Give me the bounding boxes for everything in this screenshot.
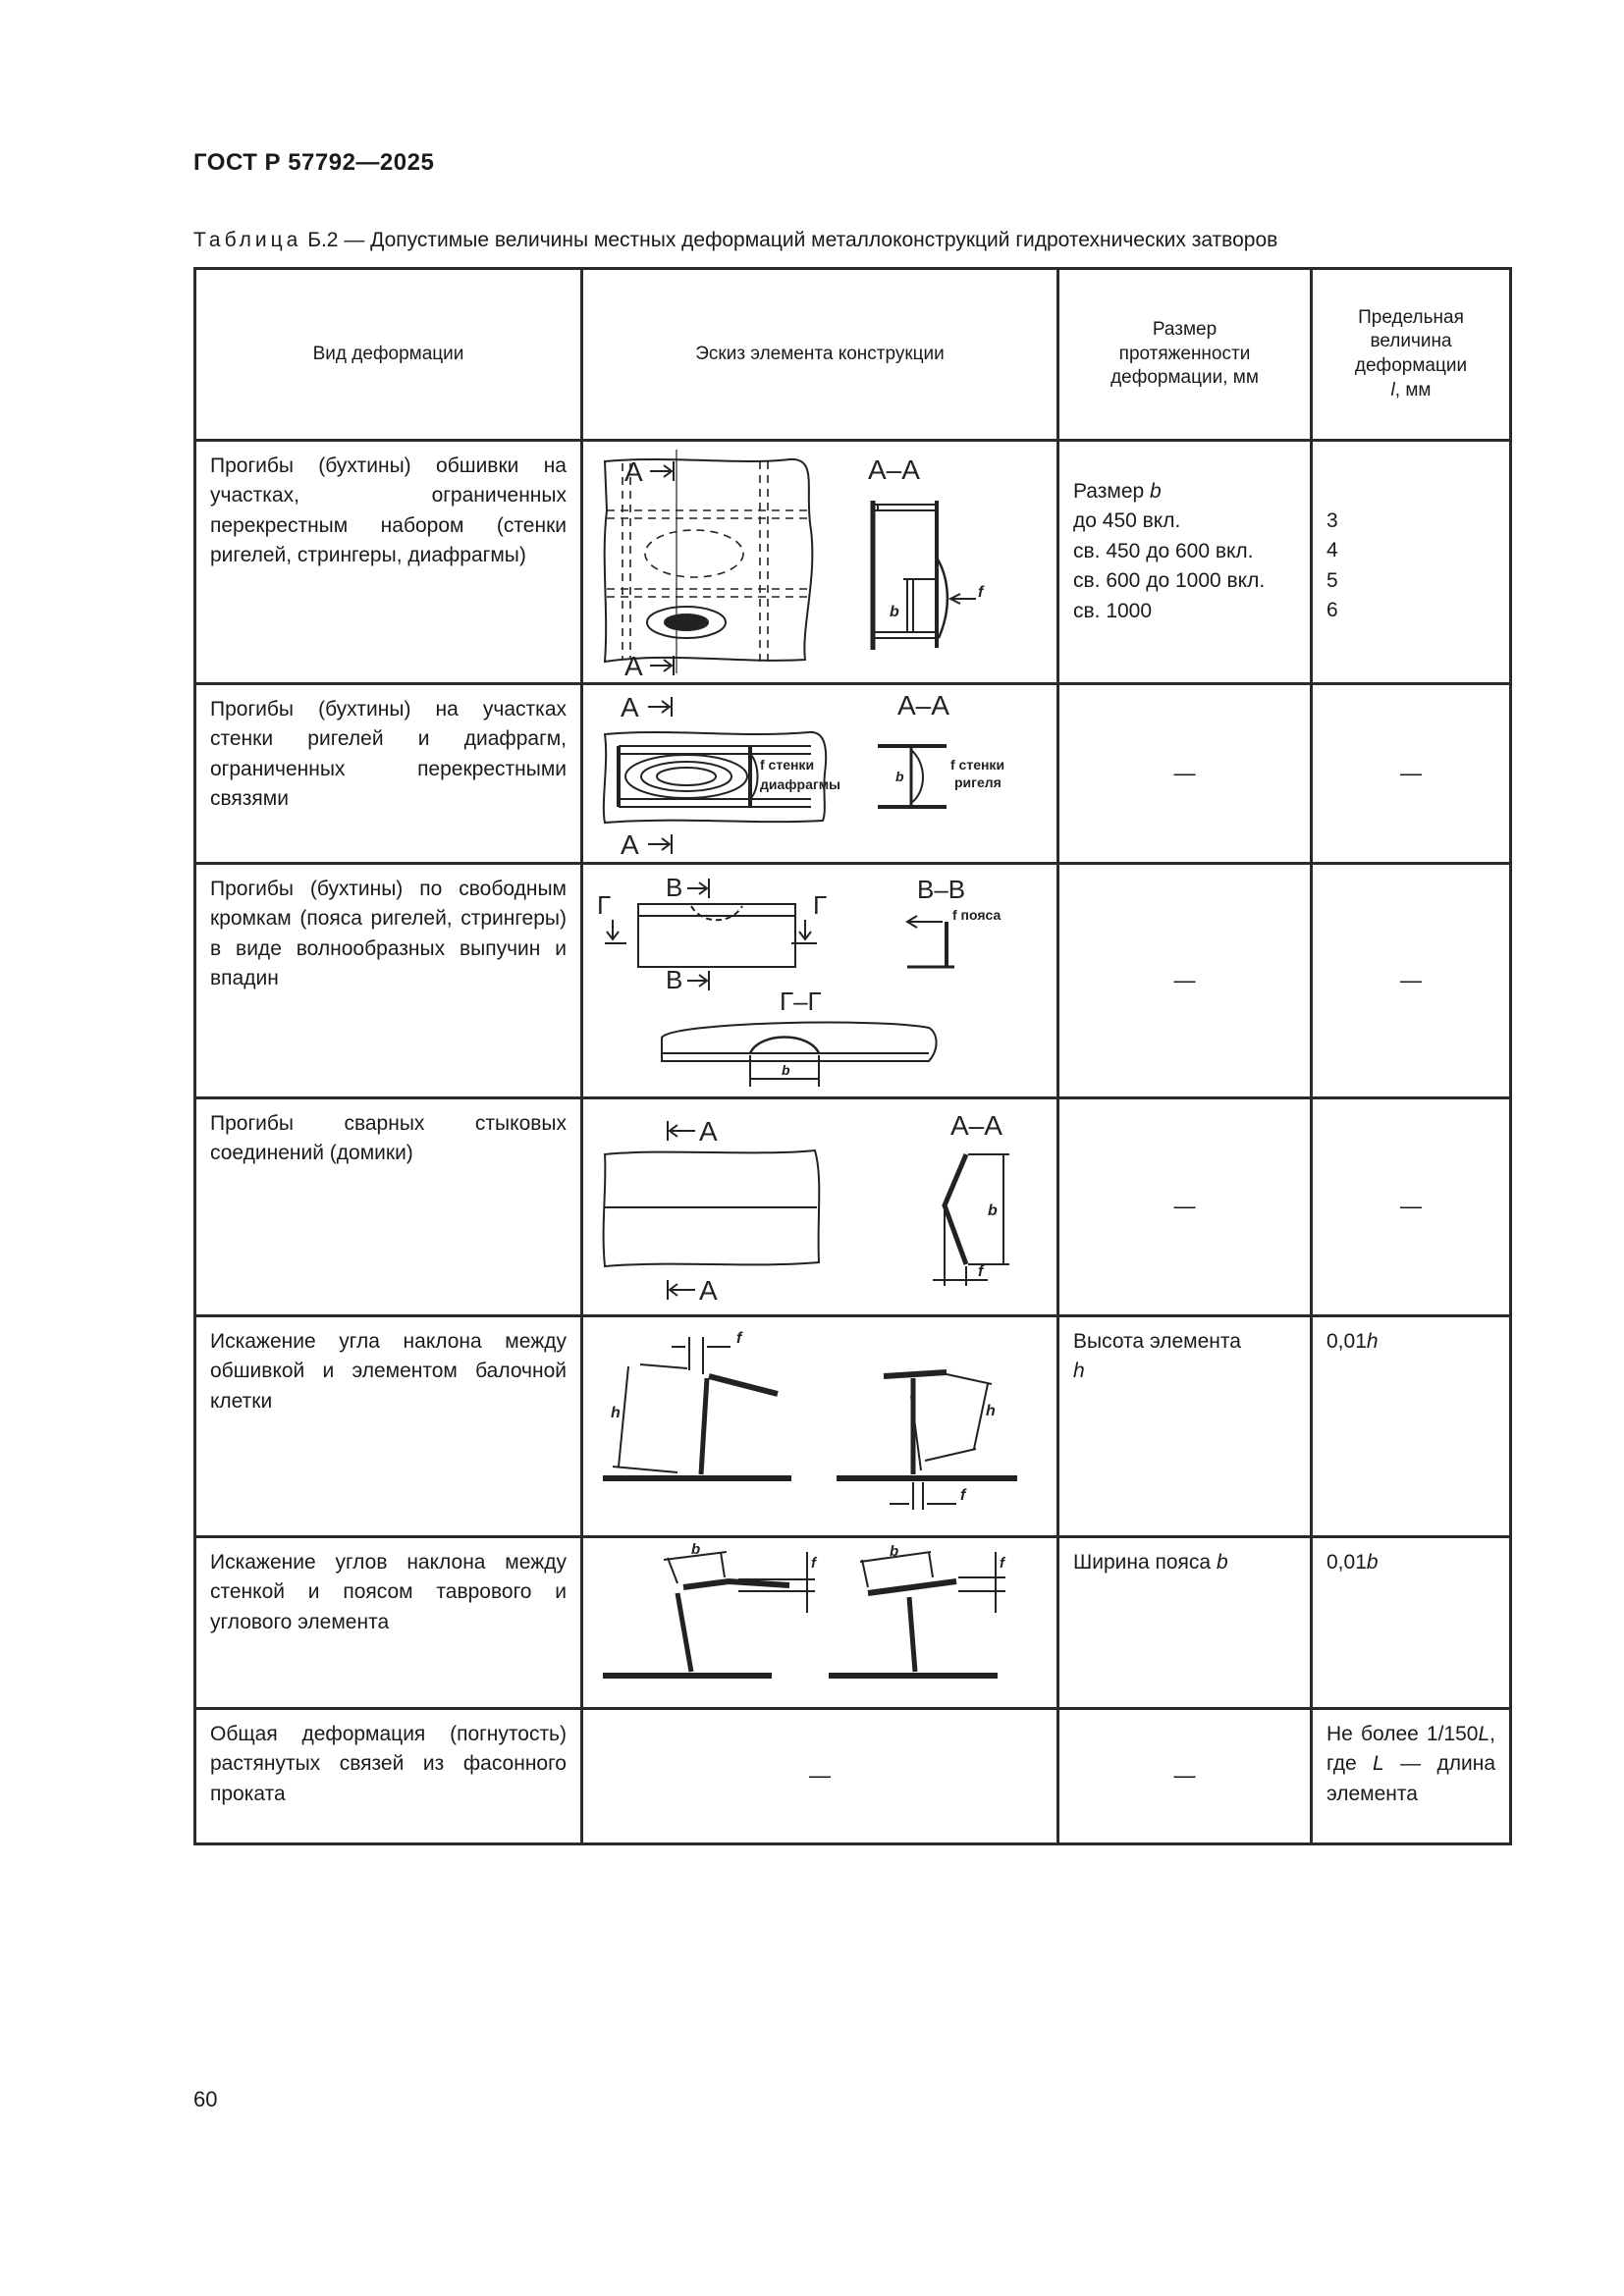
row7-sketch-cell bbox=[583, 1710, 1059, 1845]
row6-limit-a: 0,01 bbox=[1326, 1551, 1367, 1574]
row3-section-v-bottom: В bbox=[666, 965, 683, 994]
row5-size-b: h bbox=[1073, 1360, 1085, 1383]
row1-dim-f: f bbox=[978, 584, 984, 601]
row4-section-aa: А–А bbox=[950, 1110, 1002, 1141]
row7-type-cell bbox=[193, 1710, 583, 1845]
row2-type-cell bbox=[193, 685, 583, 865]
header-limit-text-a: Предельная величина деформации bbox=[1354, 306, 1468, 376]
row6-type-cell bbox=[193, 1538, 583, 1710]
page-number: 60 bbox=[193, 2087, 218, 2111]
row1-limit-3: 6 bbox=[1326, 599, 1338, 622]
row7-limit-cell bbox=[1313, 1710, 1512, 1845]
row4-sketch-cell bbox=[583, 1099, 1059, 1317]
row4-section-a-bottom: А bbox=[699, 1275, 718, 1306]
row6-limit-cell bbox=[1313, 1538, 1512, 1710]
row2-limit-cell bbox=[1313, 685, 1512, 865]
row5-limit-a: 0,01 bbox=[1326, 1330, 1367, 1353]
row4-sketch bbox=[583, 1099, 1059, 1314]
row4-type: Прогибы сварных стыковых соединений (домики) bbox=[210, 1112, 567, 1165]
row4-dim-b: b bbox=[988, 1202, 998, 1219]
row6-size-b: b bbox=[1216, 1551, 1228, 1574]
row1-sketch bbox=[583, 442, 1059, 682]
row2-rigelya: ригеля bbox=[954, 774, 1001, 790]
row3-sketch bbox=[583, 865, 1059, 1096]
row2-sketch bbox=[583, 685, 1059, 862]
header-extent-size bbox=[1059, 267, 1313, 439]
row6-sketch bbox=[583, 1538, 1059, 1707]
row5-dim-f-right: f bbox=[960, 1487, 966, 1504]
row7-limit-d: L bbox=[1373, 1752, 1384, 1776]
row2-section-a-bottom: А bbox=[621, 829, 639, 860]
row4-limit-dash: — bbox=[1400, 1194, 1422, 1219]
row5-size bbox=[1059, 1317, 1310, 1397]
row1-size-title-a: Размер bbox=[1073, 480, 1151, 503]
row3-limit-cell bbox=[1313, 865, 1512, 1099]
deformation-table bbox=[193, 267, 1512, 1845]
row7-size-cell bbox=[1059, 1710, 1313, 1845]
row1-size bbox=[1059, 442, 1310, 636]
row1-size-1: св. 450 до 600 вкл. bbox=[1073, 539, 1254, 562]
row3-section-vv: В–В bbox=[917, 875, 966, 904]
row1-size-2: св. 600 до 1000 вкл. bbox=[1073, 569, 1266, 593]
caption-title: — Допустимые величины местных деформаций металлоконструкций гидротехнических затворов bbox=[344, 229, 1278, 251]
row3-section-g-left: Г bbox=[597, 890, 612, 920]
row1-limit-0: 3 bbox=[1326, 509, 1338, 532]
row6-sketch-cell bbox=[583, 1538, 1059, 1710]
row2-section-a-top: А bbox=[621, 692, 639, 722]
header-extent-size-text: Размер протяженности деформации, мм bbox=[1110, 318, 1259, 389]
row3-f-poyasa: f пояса bbox=[952, 907, 1001, 923]
row2-dim-b: b bbox=[895, 769, 904, 784]
row7-limit-e: — длина элемента bbox=[1326, 1752, 1495, 1805]
header-limit-text bbox=[1313, 306, 1509, 403]
row1-type: Прогибы (бухтины) обшивки на участках, ограниченных перекрестным набором (стенки ригелей, стрингеры, диафрагмы) bbox=[210, 454, 567, 567]
row5-limit-b: h bbox=[1366, 1330, 1379, 1353]
header-limit bbox=[1313, 267, 1512, 439]
row4-size-dash: — bbox=[1173, 1194, 1196, 1219]
table-row bbox=[193, 685, 1512, 865]
row5-type: Искажение угла наклона между обшивкой и элементом балочной клетки bbox=[210, 1330, 567, 1413]
row7-limit-b: L bbox=[1478, 1723, 1490, 1745]
row6-type: Искажение углов наклона между стенкой и поясом таврового и углового элемента bbox=[210, 1551, 567, 1633]
row1-size-title bbox=[1073, 477, 1296, 507]
row4-dim-f: f bbox=[978, 1263, 984, 1280]
row6-limit bbox=[1313, 1538, 1509, 1587]
row3-type-cell bbox=[193, 865, 583, 1099]
table-row bbox=[193, 865, 1512, 1099]
row2-type: Прогибы (бухтины) на участках стенки ригелей и диафрагм, ограниченных перекрестными связями bbox=[210, 698, 567, 811]
row1-limit-cell bbox=[1313, 439, 1512, 685]
row3-section-gg: Г–Г bbox=[780, 987, 822, 1016]
row2-f-stenki-left: f стенки bbox=[760, 757, 815, 773]
row1-section-a-bottom: А bbox=[624, 651, 643, 681]
table-row bbox=[193, 1317, 1512, 1538]
row6-dim-b-right: b bbox=[890, 1543, 899, 1560]
row1-dim-b: b bbox=[890, 604, 899, 620]
row1-limit-2: 5 bbox=[1326, 568, 1338, 592]
row1-section-aa: А–А bbox=[868, 454, 920, 485]
row5-size-cell bbox=[1059, 1317, 1313, 1538]
row1-section-a-top: А bbox=[624, 456, 643, 487]
row1-sketch-cell bbox=[583, 439, 1059, 685]
row5-sketch-cell bbox=[583, 1317, 1059, 1538]
row1-size-title-b: b bbox=[1150, 480, 1162, 503]
row4-size-cell bbox=[1059, 1099, 1313, 1317]
row4-section-a-top: А bbox=[699, 1116, 718, 1147]
row3-type: Прогибы (бухтины) по свободным кромкам (пояса ригелей, стрингеры) в виде волнообразных выпучин и впадин bbox=[210, 878, 567, 990]
caption-label: Таблица bbox=[193, 229, 302, 251]
row2-f-stenki-right: f стенки bbox=[950, 757, 1005, 773]
document-code: ГОСТ Р 57792—2025 bbox=[193, 149, 435, 176]
row6-dim-f-left: f bbox=[811, 1555, 816, 1572]
header-limit-symbol: l bbox=[1390, 379, 1395, 400]
row7-type: Общая деформация (погнутость) растянутых связей из фасонного проката bbox=[210, 1723, 567, 1805]
row1-size-3: св. 1000 bbox=[1073, 599, 1153, 622]
row7-sketch-dash: — bbox=[809, 1763, 831, 1789]
row6-size-a: Ширина пояса bbox=[1073, 1551, 1217, 1574]
row6-dim-f-right: f bbox=[1000, 1555, 1004, 1572]
row5-type-cell bbox=[193, 1317, 583, 1538]
row6-limit-b: b bbox=[1366, 1551, 1379, 1574]
header-sketch: Эскиз элемента конструкции bbox=[583, 267, 1059, 439]
row3-size-cell bbox=[1059, 865, 1313, 1099]
table-row bbox=[193, 439, 1512, 685]
row2-limit-dash: — bbox=[1400, 760, 1422, 785]
row3-section-v-top: В bbox=[666, 873, 683, 902]
row7-limit bbox=[1313, 1710, 1509, 1819]
row1-size-cell bbox=[1059, 439, 1313, 685]
row5-limit-cell bbox=[1313, 1317, 1512, 1538]
caption-number: Б.2 bbox=[307, 229, 339, 251]
row7-size-dash: — bbox=[1173, 1763, 1196, 1789]
row6-size-cell bbox=[1059, 1538, 1313, 1710]
row2-size-cell bbox=[1059, 685, 1313, 865]
row5-sketch bbox=[583, 1317, 1059, 1535]
row6-size bbox=[1059, 1538, 1310, 1587]
row3-dim-b: b bbox=[782, 1062, 790, 1078]
row3-size-dash: — bbox=[1173, 967, 1196, 992]
row3-section-g-right: Г bbox=[813, 890, 828, 920]
table-row bbox=[193, 1538, 1512, 1710]
row2-size-dash: — bbox=[1173, 760, 1196, 785]
row3-limit-dash: — bbox=[1400, 967, 1422, 992]
row6-dim-b-left: b bbox=[691, 1541, 701, 1558]
row1-limit-1: 4 bbox=[1326, 539, 1338, 562]
table-caption bbox=[193, 229, 1277, 252]
row4-type-cell bbox=[193, 1099, 583, 1317]
row1-limits bbox=[1313, 442, 1509, 636]
row5-dim-h-left: h bbox=[611, 1405, 621, 1421]
header-deformation-type: Вид деформации bbox=[193, 267, 583, 439]
row3-sketch-cell bbox=[583, 865, 1059, 1099]
row1-type-cell bbox=[193, 439, 583, 685]
row4-limit-cell bbox=[1313, 1099, 1512, 1317]
row2-diafragmy: диафрагмы bbox=[760, 776, 841, 792]
row5-size-a: Высота элемента bbox=[1073, 1330, 1241, 1353]
row5-limit bbox=[1313, 1317, 1509, 1366]
row7-limit-c: , где bbox=[1326, 1723, 1495, 1776]
table-header-row bbox=[193, 267, 1512, 439]
table-row bbox=[193, 1710, 1512, 1845]
row5-dim-f-left: f bbox=[736, 1330, 742, 1347]
table-row bbox=[193, 1099, 1512, 1317]
row2-sketch-cell bbox=[583, 685, 1059, 865]
row5-dim-h-right: h bbox=[986, 1403, 996, 1419]
row2-section-aa: А–А bbox=[897, 690, 949, 721]
row7-limit-a: Не более 1/150 bbox=[1326, 1723, 1479, 1745]
header-limit-unit: , мм bbox=[1394, 379, 1432, 400]
row1-size-0: до 450 вкл. bbox=[1073, 509, 1181, 533]
